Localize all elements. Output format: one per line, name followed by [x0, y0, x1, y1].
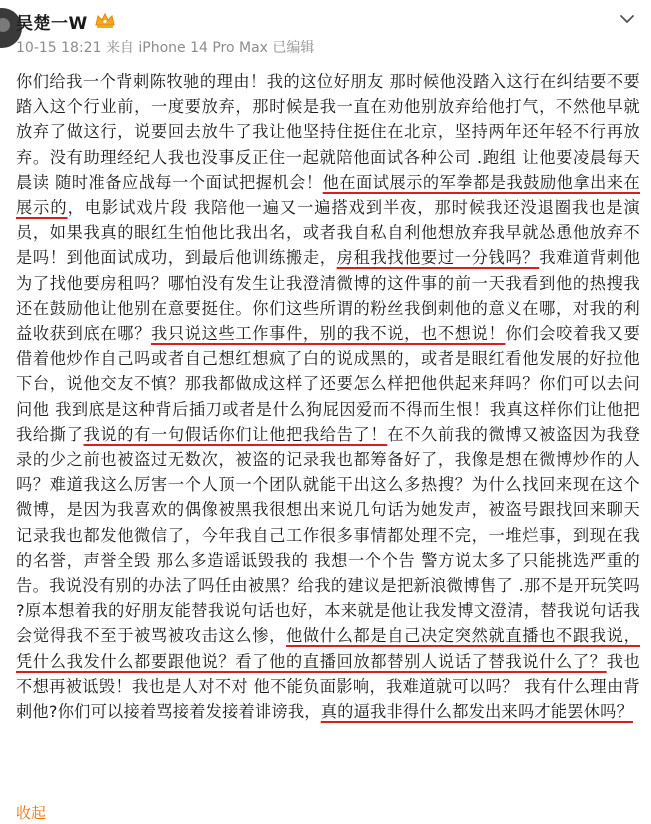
paragraph-segment: 你们会咬着我又要借着他炒作自己吗或者自己想红想疯了白的说成黑的，或者是眼红看他发展的好拉他下台，说他交友不慎？那我都做成这样了还要怎么样把他供起来拜吗？你们可以去问问他 我到底是这种背后插刀或者是什么狗屁因爱而不得而生恨！我真这样你们让他把我给撕了 — [16, 324, 641, 444]
post-source: 来自 iPhone 14 Pro Max 已编辑 — [105, 40, 315, 56]
collapse-link[interactable]: 收起 — [16, 804, 47, 822]
paragraph-segment: 我难道背刺他为了找他要房租吗？哪怕没有发生让我澄清微博的这件事的前一天我看到他的热搜我还在鼓励他让他别在意要挺住。你们这些所谓的粉丝我倒刺他的意义在哪，对我的利益收获到底在哪？ — [16, 248, 641, 344]
highlighted-segment: 我只说这些工作事件，别的我不说，也不想说！ — [151, 324, 506, 344]
paragraph-segment: ，电影试戏片段 我陪他一遍又一遍搭戏到半夜，那时候我还没退圈我也是演员，如果我真的眼红生怕他比我出名，或者我自私自利他想放弃我早就怂恿他放弃不是吗！到他面试成功，到最后他训练搬走， — [16, 198, 640, 268]
post-meta — [16, 37, 314, 57]
post-body — [16, 69, 640, 724]
highlighted-segment: 我说的有一句假话你们让他把我给告了！ — [83, 424, 388, 444]
highlighted-segment: 他在面试展示的军拳都是我鼓励他拿出来在展示的 — [16, 172, 640, 218]
paragraph-segment: 我也不想再被诋毁！我也是人对不对 他不能负面影响，我难道就可以吗？ 我有什么理由背刺他?你们可以接着骂接着发接着诽谤我， — [16, 651, 641, 722]
watermark-text: 八卦芒果 — [548, 789, 609, 807]
post-header — [0, 0, 651, 60]
highlighted-segment: 真的逼我非得什么都发出来吗才能罢休吗？ — [320, 702, 634, 722]
timestamp: 10-15 18:21 — [16, 40, 102, 56]
weibo-icon — [524, 788, 544, 808]
username[interactable]: 吴楚一W — [16, 14, 88, 34]
paragraph-segment: 在不久前我的微博又被盗因为我登录的少之前也被盗过无数次，被盗的记录我也都筹备好了，我像是想在微博炒作的人吗？难道我这么厉害一个人顶一个团队就能干出这么多热搜？为什么找回来现在这个微博，是因为我喜欢的偶像被黑我很想出来说几句话为她发声，被盗号跟找回来聊天记录我也都发他微信了，今年我自己工作很多事情都处理不完，一堆烂事，到现在我的名誉，声誉全毁 那么多造谣诋毁我的 我想一个个告 警方说太多了只能挑选严重的告。我说没有别的办法了吗任由被黑？给我的建议是把新浪微博售了 .那不是开玩笑吗 ?原本想着我的好朋友能替我说句话也好，本来就是他让我发博文澄清，替我说句话我会觉得我不至于被骂被攻击这么惨， — [16, 424, 641, 646]
highlighted-segment: 他做什么都是自己决定突然就直播也不跟我说，凭什么我发什么都要跟他说？看了他的直播回放都替别人说话了替我说什么了？ — [16, 626, 641, 671]
crown-icon — [94, 11, 116, 29]
chevron-down-icon[interactable] — [616, 8, 638, 30]
paragraph-segment: 你们给我一个背刺陈牧驰的理由！我的这位好朋友 那时候他没踏入这行在纠结要不要踏入这个行业前，一度要放弃，那时候是我一直在劝他别放弃给他打气，不然他早就放弃了做这行，说要回去放牛了我让他坚持住挺住在北京，坚持两年还年轻不行再放弃。没有助理经纪人我也没事反正住一起就陪他面试各种公司 .跑组 让他要凌晨每天晨读 随时准备应战每一个面试把握机会！ — [16, 72, 640, 192]
highlighted-segment: 房租我找他要过一分钱吗？ — [336, 248, 540, 268]
watermark — [524, 787, 608, 808]
